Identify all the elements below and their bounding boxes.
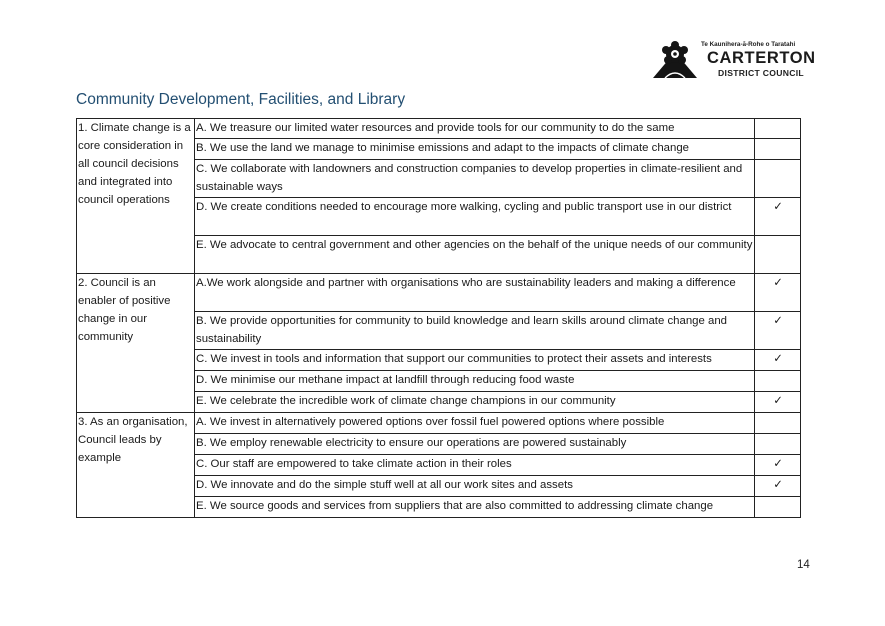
check-mark-icon: ✓ [755,476,801,497]
check-mark-icon [755,236,801,274]
category-cell: 2. Council is an enabler of positive change in our community [77,274,195,413]
statement-cell: D. We create conditions needed to encourage more walking, cycling and public transport use in our district [195,198,755,236]
statement-cell: A. We treasure our limited water resources and provide tools for our community to do the same [195,119,755,139]
category-cell: 3. As an organisation, Council leads by example [77,413,195,518]
check-mark-icon [755,160,801,198]
logo-subname: DISTRICT COUNCIL [718,68,804,78]
check-mark-icon [755,413,801,434]
statement-cell: E. We advocate to central government and other agencies on the behalf of the unique needs of our community [195,236,755,274]
check-mark-icon: ✓ [755,198,801,236]
statement-cell: C. Our staff are empowered to take climate action in their roles [195,455,755,476]
statement-cell: E. We source goods and services from suppliers that are also committed to addressing climate change [195,497,755,518]
check-mark-icon [755,434,801,455]
check-mark-icon: ✓ [755,350,801,371]
check-mark-icon: ✓ [755,312,801,350]
statement-cell: C. We collaborate with landowners and construction companies to develop properties in climate-resilient and sustainable ways [195,160,755,198]
statement-cell: A. We invest in alternatively powered options over fossil fuel powered options where possible [195,413,755,434]
statement-cell: B. We employ renewable electricity to ensure our operations are powered sustainably [195,434,755,455]
category-cell: 1. Climate change is a core consideration in all council decisions and integrated into council operations [77,119,195,274]
flower-emblem-icon [651,40,699,80]
page-title: Community Development, Facilities, and Library [76,91,406,108]
statement-cell: C. We invest in tools and information that support our communities to protect their assets and interests [195,350,755,371]
logo-tagline: Te Kaunihera-ā-Rohe o Taratahi [701,41,796,48]
page-number: 14 [797,559,810,571]
council-logo [651,40,816,82]
statement-cell: D. We minimise our methane impact at landfill through reducing food waste [195,371,755,392]
check-mark-icon [755,497,801,518]
check-mark-icon: ✓ [755,392,801,413]
table-row [77,119,801,139]
statement-cell: B. We use the land we manage to minimise emissions and adapt to the impacts of climate change [195,139,755,160]
logo-name: CARTERTON [707,49,816,67]
statement-cell: B. We provide opportunities for community to build knowledge and learn skills around climate change and sustainability [195,312,755,350]
check-mark-icon [755,119,801,139]
outcomes-table [76,118,801,518]
table-row [77,413,801,434]
statement-cell: E. We celebrate the incredible work of climate change champions in our community [195,392,755,413]
check-mark-icon: ✓ [755,274,801,312]
statement-cell: A.We work alongside and partner with organisations who are sustainability leaders and making a difference [195,274,755,312]
check-mark-icon: ✓ [755,455,801,476]
check-mark-icon [755,371,801,392]
statement-cell: D. We innovate and do the simple stuff well at all our work sites and assets [195,476,755,497]
check-mark-icon [755,139,801,160]
table-row [77,274,801,312]
